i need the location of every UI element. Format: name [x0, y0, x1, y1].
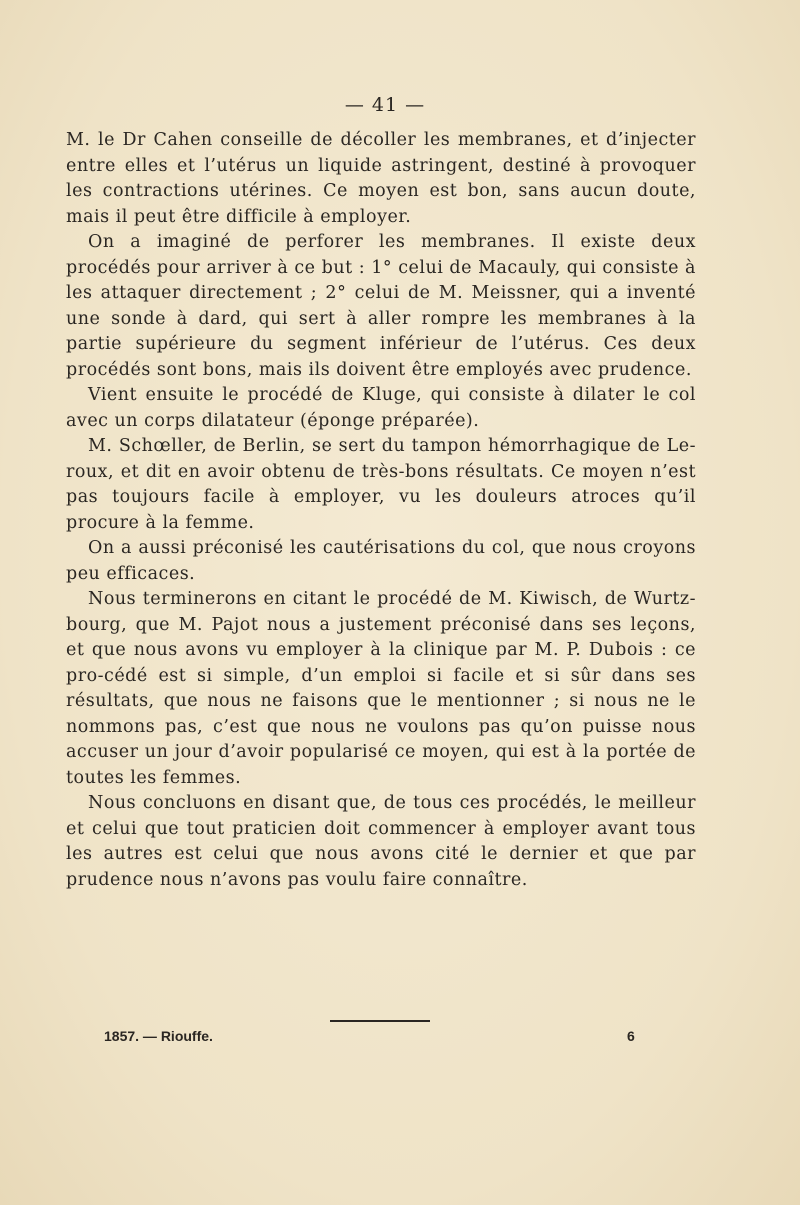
paragraph-1: M. le Dr Cahen conseille de décoller les membranes, et d’injecter entre elles et l’utérus un liquide astringent, destiné à provoquer les contractions utérines. Ce moyen est bon, sans aucun doute, mais il peut être difficile à employer. [66, 130, 696, 227]
paragraph-5: On a aussi préconisé les cautérisations du col, que nous croyons peu efficaces. [66, 538, 696, 584]
paragraph-2: On a imaginé de perforer les membranes. Il existe deux procédés pour arriver à ce but : 1° celui de Macauly, qui consiste à les attaquer directement ; 2° celui de M. Meissner, qui a inventé une sonde à dard, qui sert à aller rompre les membranes à la partie supérieure du segment inférieur de l’utérus. Ces deux procédés sont bons, mais ils doivent être employés avec prudence. [66, 232, 696, 380]
signature-number: 6 [627, 1028, 635, 1044]
body-text [66, 128, 696, 893]
paragraph-6: Nous terminerons en citant le procédé de M. Kiwisch, de Wurtz-bourg, que M. Pajot nous a justement préconisé dans ses leçons, et que nous avons vu employer à la clinique par M. P. Dubois : ce pro-cédé est si simple, d’un emploi si facile et si sûr dans ses résultats, que nous ne faisons que le mentionner ; si nous ne le nommons pas, c’est que nous ne voulons pas qu’on puisse nous accuser un jour d’avoir popularisé ce moyen, qui est à la portée de toutes les femmes. [66, 589, 696, 788]
signature-mark: 1857. — Riouffe. [104, 1028, 213, 1044]
footer-rule [330, 1020, 430, 1022]
paragraph-7: Nous concluons en disant que, de tous ces procédés, le meilleur et celui que tout praticien doit commencer à employer avant tous les autres est celui que nous avons cité le dernier et que par prudence nous n’avons pas voulu faire connaître. [66, 793, 696, 890]
paragraph-3: Vient ensuite le procédé de Kluge, qui consiste à dilater le col avec un corps dilatateur (éponge préparée). [66, 385, 696, 431]
paragraph-4: M. Schœller, de Berlin, se sert du tampon hémorrhagique de Le-roux, et dit en avoir obtenu de très-bons résultats. Ce moyen n’est pas toujours facile à employer, vu les douleurs atroces qu’il procure à la femme. [66, 436, 696, 533]
page-number: — 41 — [344, 94, 426, 116]
